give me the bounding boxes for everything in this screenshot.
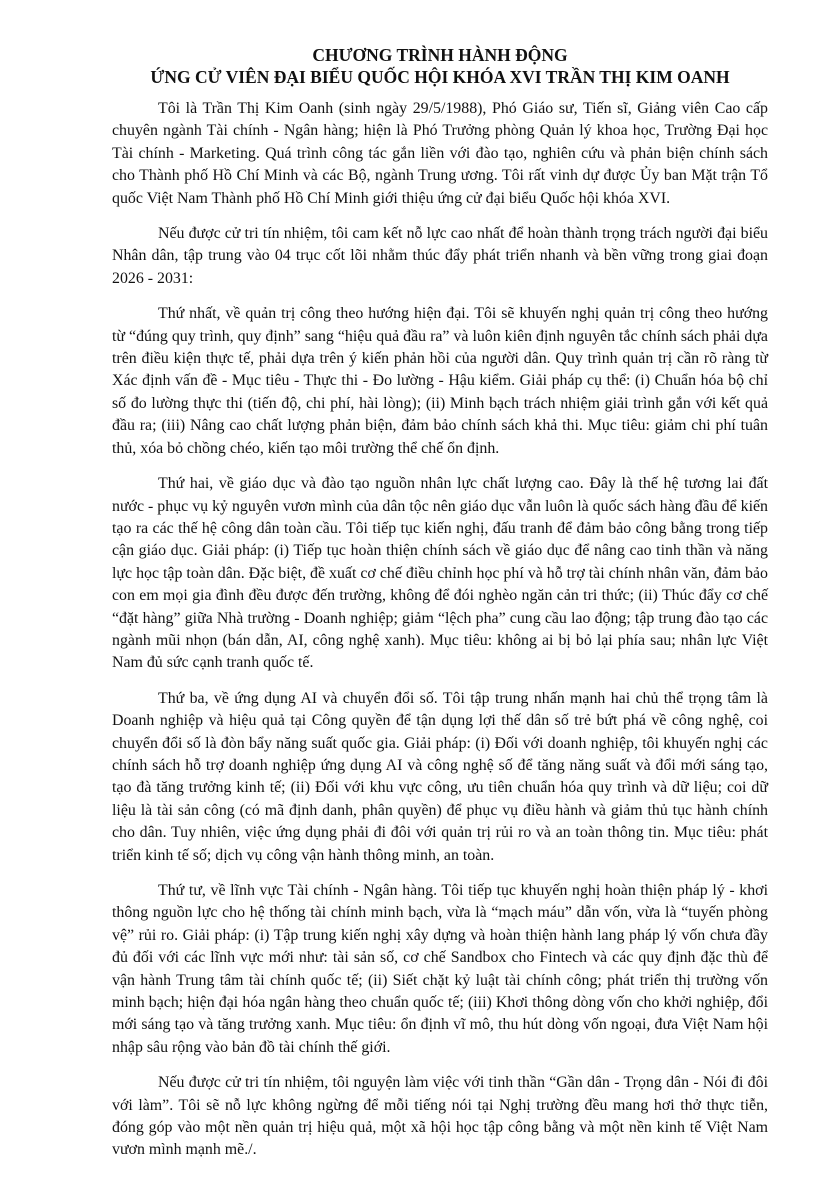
paragraph-finance-banking: Thứ tư, về lĩnh vực Tài chính - Ngân hàng. Tôi tiếp tục khuyến nghị hoàn thiện pháp lý - khơi thông nguồn lực cho hệ thống tài chính minh bạch, vừa là “mạch máu” dẫn vốn, vừa là “tuyến phòng vệ” rủi ro. Giải pháp: (i) Tập trung kiến nghị xây dựng và hoàn thiện hành lang pháp lý vốn chưa đầy đủ đối với các lĩnh vực mới như: tài sản số, cơ chế Sandbox cho Fintech và các quy định đặc thù để vận hành Trung tâm tài chính quốc tế; (ii) Siết chặt kỷ luật tài chính công; phát triển thị trường vốn minh bạch; hiện đại hóa ngân hàng theo chuẩn quốc tế; (iii) Khơi thông dòng vốn cho khởi nghiệp, đổi mới sáng tạo và tăng trưởng xanh. Mục tiêu: ổn định vĩ mô, thu hút dòng vốn ngoại, đưa Việt Nam hội nhập sâu rộng vào bản đồ tài chính thế giới. [112, 882, 768, 1056]
document-title [112, 44, 768, 88]
title-line-2: ỨNG CỬ VIÊN ĐẠI BIỂU QUỐC HỘI KHÓA XVI TRẦN THỊ KIM OANH [150, 67, 730, 87]
paragraph-ai-digital: Thứ ba, về ứng dụng AI và chuyển đổi số. Tôi tập trung nhấn mạnh hai chủ thể trọng tâm là Doanh nghiệp và hiệu quả tại Công quyền để tận dụng lợi thế dân số trẻ bứt phá về công nghệ, coi chuyển đổi số là đòn bẩy năng suất quốc gia. Giải pháp: (i) Đối với doanh nghiệp, tôi khuyến nghị các chính sách hỗ trợ doanh nghiệp ứng dụng AI và công nghệ số để tăng năng suất và đổi mới sáng tạo, tạo đà tăng trưởng kinh tế; (ii) Đối với khu vực công, ưu tiên chuẩn hóa quy trình và dữ liệu; coi dữ liệu là tài sản công (có mã định danh, phân quyền) để phục vụ điều hành và giảm thủ tục hành chính cho dân. Tuy nhiên, việc ứng dụng phải đi đôi với quản trị rủi ro và an toàn thông tin. Mục tiêu: phát triển kinh tế số; dịch vụ công vận hành thông minh, an toàn. [112, 689, 768, 864]
title-line-1: CHƯƠNG TRÌNH HÀNH ĐỘNG [312, 45, 568, 65]
paragraph-introduction: Tôi là Trần Thị Kim Oanh (sinh ngày 29/5/1988), Phó Giáo sư, Tiến sĩ, Giảng viên Cao cấp chuyên ngành Tài chính - Ngân hàng; hiện là Phó Trưởng phòng Quản lý khoa học, Trường Đại học Tài chính - Marketing. Quá trình công tác gắn liền với đào tạo, nghiên cứu và phản biện chính sách cho Thành phố Hồ Chí Minh và các Bộ, ngành Trung ương. Tôi rất vinh dự được Ủy ban Mặt trận Tổ quốc Việt Nam Thành phố Hồ Chí Minh giới thiệu ứng cử đại biểu Quốc hội khóa XVI. [112, 100, 768, 207]
paragraph-education: Thứ hai, về giáo dục và đào tạo nguồn nhân lực chất lượng cao. Đây là thế hệ tương lai đất nước - phục vụ kỷ nguyên vươn mình của dân tộc nên giáo dục vẫn luôn là quốc sách hàng đầu để kiến tạo ra các thế hệ công dân toàn cầu. Tôi tiếp tục kiến nghị, đấu tranh để đảm bảo công bằng trong tiếp cận giáo dục. Giải pháp: (i) Tiếp tục hoàn thiện chính sách về giáo dục để nâng cao tinh thần và năng lực học tập toàn dân. Đặc biệt, đề xuất cơ chế điều chỉnh học phí và hỗ trợ tài chính nhân văn, đảm bảo con em mọi gia đình đều được đến trường, không để đói nghèo ngăn cản tri thức; (ii) Thúc đẩy cơ chế “đặt hàng” giữa Nhà trường - Doanh nghiệp; giảm “lệch pha” cung cầu lao động; tập trung đào tạo các ngành mũi nhọn (bán dẫn, AI, công nghệ xanh). Mục tiêu: không ai bị bỏ lại phía sau; nhân lực Việt Nam đủ sức cạnh tranh quốc tế. [112, 475, 768, 672]
paragraph-public-governance: Thứ nhất, về quản trị công theo hướng hiện đại. Tôi sẽ khuyến nghị quản trị công theo hướng từ “đúng quy trình, quy định” sang “hiệu quả đầu ra” và luôn kiên định nguyên tắc chính sách phải dựa trên điều kiện thực tế, phải dựa trên ý kiến phản hồi của người dân. Quy trình quản trị cần rõ ràng từ Xác định vấn đề - Mục tiêu - Thực thi - Đo lường - Hậu kiểm. Giải pháp cụ thể: (i) Chuẩn hóa bộ chỉ số đo lường thực thi (tiến độ, chi phí, hài lòng); (ii) Minh bạch trách nhiệm giải trình gắn với kết quả đầu ra; (iii) Nâng cao chất lượng phản biện, đảm bảo chính sách khả thi. Mục tiêu: giảm chi phí tuân thủ, xóa bỏ chồng chéo, kiến tạo môi trường thể chế ổn định. [112, 305, 768, 457]
paragraph-commitment: Nếu được cử tri tín nhiệm, tôi cam kết nỗ lực cao nhất để hoàn thành trọng trách người đại biểu Nhân dân, tập trung vào 04 trục cốt lõi nhằm thúc đẩy phát triển nhanh và bền vững trong giai đoạn 2026 - 2031: [112, 225, 768, 287]
paragraph-closing: Nếu được cử tri tín nhiệm, tôi nguyện làm việc với tinh thần “Gần dân - Trọng dân - Nói đi đôi với làm”. Tôi sẽ nỗ lực không ngừng để mỗi tiếng nói tại Nghị trường đều mang hơi thở thực tiễn, đóng góp vào một nền quản trị hiệu quả, một xã hội học tập công bằng và một nền kinh tế Việt Nam vươn mình mạnh mẽ./. [112, 1074, 768, 1159]
